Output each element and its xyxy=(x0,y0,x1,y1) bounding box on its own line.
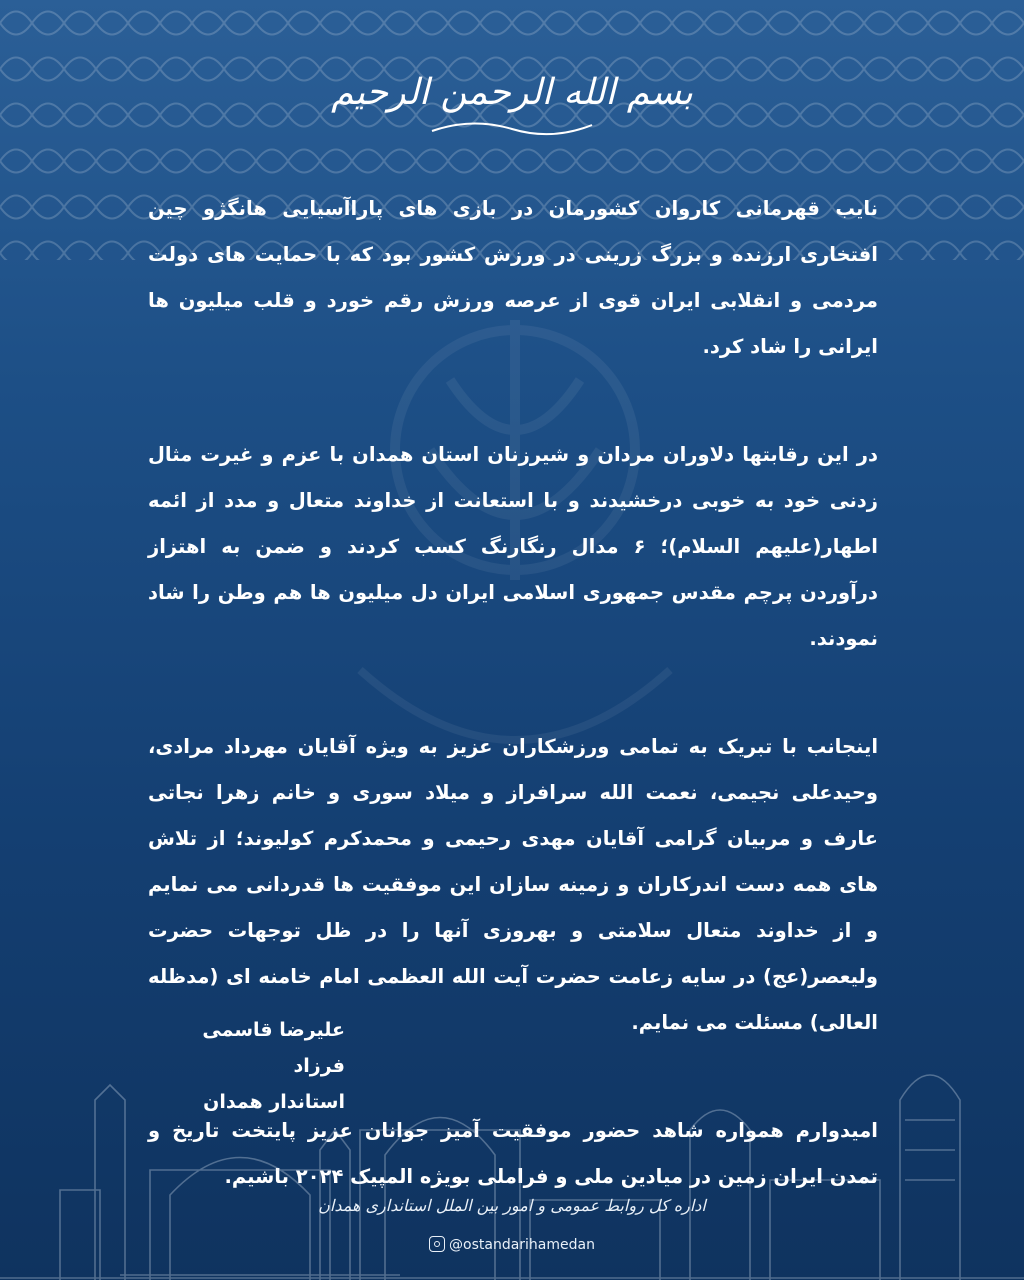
instagram-link[interactable] xyxy=(0,1236,1024,1253)
instagram-handle: @ostandarihamedan xyxy=(449,1237,595,1253)
bismillah-calligraphy xyxy=(0,72,1024,137)
paragraph-2: در این رقابتها دلاوران مردان و شیرزنان استان همدان با عزم و غیرت مثال زدنی خود به خوبی درخشیدند و با استعانت از خداوند متعال و مدد از ائمه اطهار(علیهم السلام)؛ ۶ مدال رنگارنگ کسب کردند و ضمن به اهتزاز درآوردن پرچم مقدس جمهوری اسلامی ایران دل میلیون ها هم وطن را شاد نمودند. xyxy=(148,443,878,650)
paragraph-1: نایب قهرمانی کاروان کشورمان در بازی های پاراآسیایی هانگژو چین افتخاری ارزنده و بزرگ زرینی در ورزش کشور بود که با حمایت های دولت مردمی و انقلابی ایران قوی از عرصه ورزش رقم خورد و قلب میلیون ها ایرانی را شاد کرد. xyxy=(148,197,878,358)
bismillah-text: بسم الله الرحمن الرحیم xyxy=(331,72,693,113)
paragraph-4: امیدوارم همواره شاهد حضور موفقیت آمیز جوانان عزیز پایتخت تاریخ و تمدن ایران زمین در میادین ملی و فراملی بویژه المپیک ۲۰۲۴ باشیم. xyxy=(148,1119,878,1188)
flourish-icon xyxy=(427,119,597,137)
signatory-title: استاندار همدان xyxy=(203,1091,345,1113)
paragraph-3: اینجانب با تبریک به تمامی ورزشکاران عزیز به ویژه آقایان مهرداد مرادی، وحیدعلی نجیمی، نعمت الله سرافراز و میلاد سوری و خانم زهرا نجاتی عارف و مربیان گرامی آقایان مهدی رحیمی و محمدکرم کولیوند؛ از تلاش های همه دست اندرکاران و زمینه سازان این موفقیت ها قدردانی می نمایم و از خداوند متعال سلامتی و بهروزی آنها را در ظل توجهات حضرت ولیعصر(عج) در سایه زعامت حضرت آیت الله العظمی امام خامنه ای (مدظله العالی) مسئلت می نمایم. xyxy=(148,735,878,1034)
instagram-icon xyxy=(429,1236,445,1252)
footer-office-name: اداره کل روابط عمومی و امور بین الملل استانداری همدان xyxy=(318,1196,706,1215)
signatory-name: علیرضا قاسمی فرزاد xyxy=(202,1019,345,1077)
